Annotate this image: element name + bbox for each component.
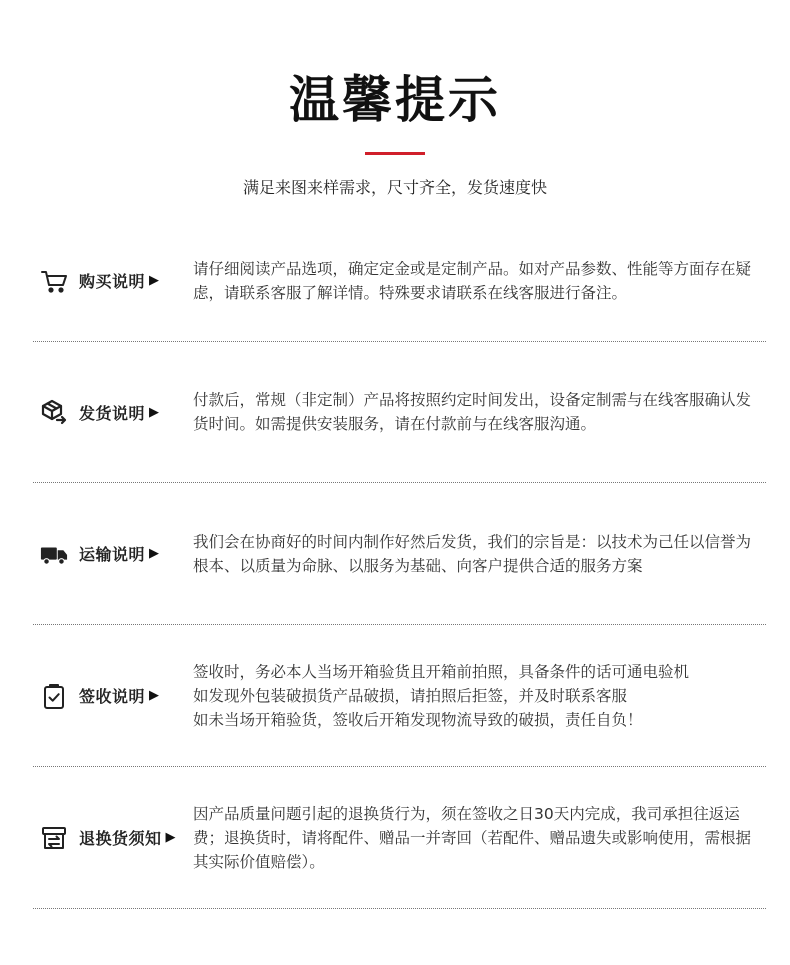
page-title: 温馨提示 xyxy=(289,71,501,129)
section-label: 退换货须知 xyxy=(79,829,162,848)
section-label: 签收说明 xyxy=(79,687,146,706)
shopping-cart-icon xyxy=(39,266,69,296)
description-line: 因产品质量问题引起的退换货行为，须在签收之日30天内完成，我司承担往返运费；退换货时，请将配件、赠品一并寄回（若配件、赠品遗失或影响使用，需根据其实际价值赔偿）。 xyxy=(193,804,752,871)
section-purchase xyxy=(33,220,766,342)
description-line: 如未当场开箱验货，签收后开箱发现物流导致的破损，责任自负！ xyxy=(193,710,643,729)
arrow-right-icon: ▶ xyxy=(149,404,160,420)
section-label: 运输说明 xyxy=(79,545,146,564)
section-transport xyxy=(33,483,766,625)
description-line: 如发现外包装破损货产品破损，请拍照后拒签，并及时联系客服 xyxy=(193,686,628,705)
delivery-truck-icon xyxy=(39,539,69,569)
clipboard-check-icon xyxy=(39,681,69,711)
arrow-right-icon: ▶ xyxy=(149,273,160,288)
section-label-column xyxy=(33,823,193,853)
section-shipping xyxy=(33,342,766,483)
section-label-column xyxy=(33,681,193,711)
description-line: 我们会在协商好的时间内制作好然后发货，我们的宗旨是：以技术为己任以信誉为根本、以质量为命脉、以服务为基础、向客户提供合适的服务方案 xyxy=(193,532,752,575)
header xyxy=(0,0,790,200)
description-line: 请仔细阅读产品选项，确定定金或是定制产品。如对产品参数、性能等方面存在疑虑，请联系客服了解详情。特殊要求请联系在线客服进行备注。 xyxy=(193,259,752,302)
description-line: 签收时，务必本人当场开箱验货且开箱前拍照，具备条件的话可通电验机 xyxy=(193,662,690,681)
section-label-column xyxy=(33,397,193,427)
section-signing xyxy=(33,625,766,767)
notice-sections xyxy=(33,220,766,909)
section-description xyxy=(193,802,766,874)
package-shipping-icon xyxy=(39,397,69,427)
page-subtitle: 满足来图来样需求，尺寸齐全，发货速度快 xyxy=(242,178,547,197)
section-label-column xyxy=(33,539,193,569)
section-label: 购买说明 xyxy=(79,272,146,291)
arrow-right-icon: ▶ xyxy=(149,688,160,703)
section-description xyxy=(193,257,766,305)
arrow-right-icon: ▶ xyxy=(149,546,160,561)
section-returns xyxy=(33,767,766,909)
section-description xyxy=(193,530,766,578)
arrow-right-icon: ▶ xyxy=(165,830,176,845)
section-label: 发货说明 xyxy=(79,403,146,423)
section-description xyxy=(193,388,766,436)
section-label-column xyxy=(33,266,193,296)
title-accent-line xyxy=(365,152,425,155)
section-description xyxy=(193,660,766,732)
return-exchange-icon xyxy=(39,823,69,853)
description-line: 付款后，常规（非定制）产品将按照约定时间发出，设备定制需与在线客服确认发货时间。如需提供安装服务，请在付款前与在线客服沟通。 xyxy=(193,391,752,433)
